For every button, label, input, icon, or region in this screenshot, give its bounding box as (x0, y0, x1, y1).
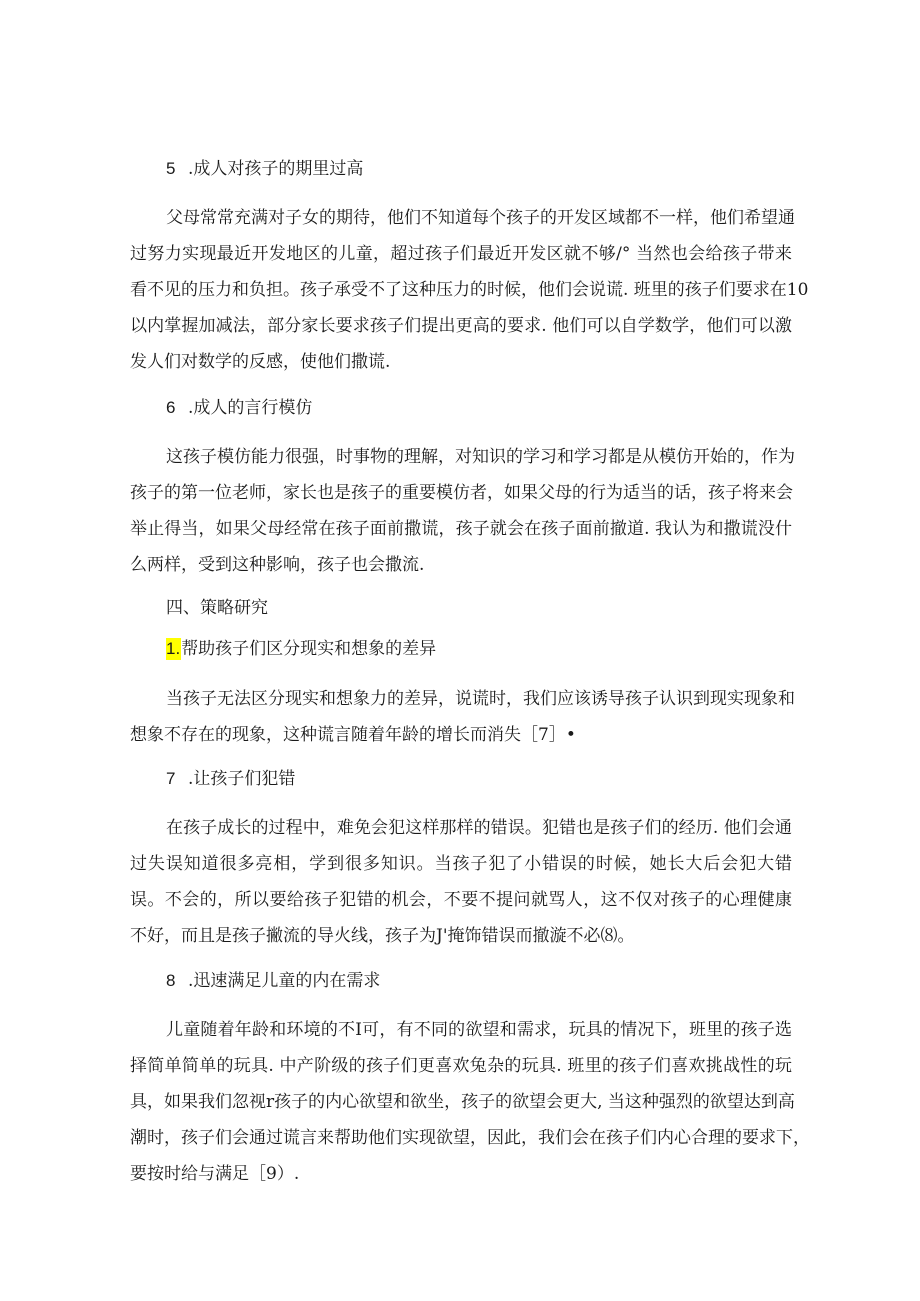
paragraph-line: 孩子的第一位老师，家长也是孩子的重要模仿者，如果父母的行为适当的话，孩子将来会 (130, 483, 793, 503)
section-number: 8 (166, 971, 176, 990)
section-title: 四、策略研究 (166, 598, 268, 618)
paragraph-line: 过努力实现最近开发地区的儿童，超过孩子们最近开发区就不够/° 当然也会给孩子带来 (130, 244, 792, 264)
paragraph-6 (130, 439, 795, 583)
section-heading-8 (166, 970, 380, 992)
paragraph-line: 这孩子模仿能力很强，时事物的理解，对知识的学习和学习都是从模仿开始的，作为 (166, 447, 795, 467)
section-number: 6 (166, 398, 176, 417)
paragraph-5 (130, 200, 809, 380)
paragraph-line: 潮时，孩子们会通过谎言来帮助他们实现欲望，因此，我们会在孩子们内心合理的要求下， (130, 1128, 810, 1148)
section-title: .成人的言行模仿 (188, 398, 313, 418)
paragraph-line: 父母常常充满对子女的期待，他们不知道每个孩子的开发区域都不一样，他们希望通 (166, 208, 795, 228)
paragraph-line: 过失误知道很多亮相，学到很多知识。当孩子犯了小错误的时候，她长大后会犯大错 (130, 854, 792, 874)
paragraph-line: 误。不会的，所以要给孩子犯错的机会，不要不提问就骂人，这不仅对孩子的心理健康 (130, 890, 792, 910)
paragraph-line: 以内掌握加减法，部分家长要求孩子们提出更高的要求. 他们可以自学数学，他们可以激 (130, 316, 792, 336)
paragraph-line: 不好，而且是孩子撇流的导火线，孩子为J'掩饰错误而撤漩不必⑻。 (130, 926, 635, 946)
paragraph-line: 当孩子无法区分现实和想象力的差异，说谎时，我们应该诱导孩子认识到现实现象和 (166, 689, 795, 709)
section-title: .迅速满足儿童的内在需求 (188, 971, 381, 991)
paragraph-line: 择简单简单的玩具. 中产阶级的孩子们更喜欢兔杂的玩具. 班里的孩子们喜欢挑战性的玩 (130, 1056, 792, 1076)
paragraph-7 (130, 810, 792, 954)
section-heading-5 (166, 158, 363, 180)
section-heading-strategy (166, 597, 268, 619)
section-heading-7 (166, 768, 295, 790)
paragraph-line: 具，如果我们忽视r孩子的内心欲望和欲坐，孩子的欲望会更大, 当这种强烈的欲望达到高 (130, 1092, 795, 1112)
section-heading-6 (166, 397, 312, 419)
section-number: 7 (166, 769, 176, 788)
paragraph-line: 要按时给与满足［9）. (130, 1164, 300, 1184)
section-number-highlighted: 1. (166, 639, 181, 658)
section-title: .成人对孩子的期里过高 (188, 159, 364, 179)
section-title: 帮助孩子们区分现实和想象的差异 (181, 639, 437, 659)
section-title: .让孩子们犯错 (188, 769, 296, 789)
paragraph-line: 儿童随着年龄和环境的不I可，有不同的欲望和需求，玩具的情况下，班里的孩子选 (166, 1020, 792, 1040)
paragraph-line: 举止得当，如果父母经常在孩子面前撒谎，孩子就会在孩子面前撤道. 我认为和撒谎没什 (130, 519, 792, 539)
paragraph-1 (130, 681, 795, 753)
paragraph-8 (130, 1012, 810, 1192)
section-heading-1 (166, 638, 436, 660)
paragraph-line: 么两样，受到这种影响，孩子也会撒流. (130, 555, 425, 575)
paragraph-line: 发人们对数学的反感，使他们撒谎. (130, 352, 391, 372)
section-number: 5 (166, 159, 176, 178)
paragraph-line: 看不见的压力和负担。孩子承受不了这种压力的时候，他们会说谎. 班里的孩子们要求在10 (130, 280, 809, 300)
paragraph-line: 想象不存在的现象，这种谎言随着年龄的增长而消失［7］• (130, 725, 576, 745)
paragraph-line: 在孩子成长的过程中，难免会犯这样那样的错误。犯错也是孩子们的经历. 他们会通 (166, 818, 792, 838)
